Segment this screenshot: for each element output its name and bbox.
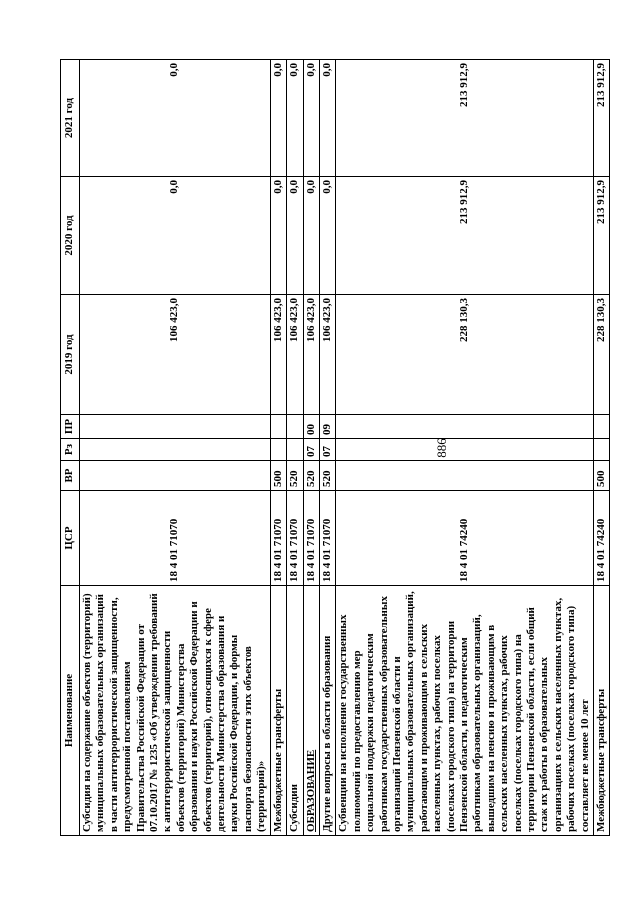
row-name: Межбюджетные трансферты <box>594 586 610 836</box>
row-2021: 0,0 <box>303 60 319 177</box>
row-name: Субсидия на содержание объектов (территорий) муниципальных образовательных организаций в части антитеррористической защищенности, предусмотренной постановлением Правительства Российской Федерации от 07.10.2017 № 1235 «Об утверждении требований к антитеррористической защищенности объектов (территорий) Министерства образования и науки Российской Федерации и объектов (территорий), относящихся к сфере деятельности Министерства образования и науки Российской Федерации, и формы паспорта безопасности этих объектов (территорий)» <box>80 586 271 836</box>
header-pr: ПР <box>61 415 80 439</box>
row-2020: 0,0 <box>319 177 335 295</box>
row-2020: 0,0 <box>80 177 271 295</box>
row-pr: 09 <box>319 415 335 439</box>
row-csr: 18 4 01 74240 <box>336 491 594 586</box>
row-rz: 07 <box>319 439 335 461</box>
row-pr <box>80 415 271 439</box>
table-row <box>80 60 271 836</box>
row-name: Субсидии <box>287 586 303 836</box>
table-header-row <box>61 60 80 836</box>
row-2021: 213 912,9 <box>594 60 610 177</box>
budget-table <box>60 59 610 836</box>
row-pr <box>336 415 594 439</box>
row-vr: 520 <box>287 461 303 491</box>
row-vr: 520 <box>319 461 335 491</box>
row-name: ОБРАЗОВАНИЕ <box>303 586 319 836</box>
row-name: Другие вопросы в области образования <box>319 586 335 836</box>
row-vr <box>336 461 594 491</box>
row-name: Субвенции на исполнение государственных полномочий по предоставлению мер социальной поддержки педагогическим работникам государственных образовательных организаций Пензенской области и муниципальных образовательных организаций, работающим и проживающим в сельских населенных пунктах, рабочих поселках (поселках городского типа) на территории Пензенской области, и педагогическим работникам образовательных организаций, вышедшим на пенсию и проживающим в сельских населенных пунктах, рабочих поселках (поселках городского типа) на территории Пензенской области, если общий стаж их работы в образовательных организациях в сельских населенных пунктах, рабочих поселках (поселках городского типа) составляет не менее 10 лет <box>336 586 594 836</box>
rotated-page-content <box>60 60 608 836</box>
row-2020: 213 912,9 <box>336 177 594 295</box>
page-number: 886 <box>433 438 449 458</box>
table-row <box>270 60 286 836</box>
header-rz: Рз <box>61 439 80 461</box>
row-2019: 106 423,0 <box>287 295 303 415</box>
row-pr <box>270 415 286 439</box>
row-rz <box>270 439 286 461</box>
table-row <box>287 60 303 836</box>
row-pr: 00 <box>303 415 319 439</box>
table-row <box>303 60 319 836</box>
row-pr <box>594 415 610 439</box>
row-2019: 106 423,0 <box>303 295 319 415</box>
row-csr: 18 4 01 71070 <box>270 491 286 586</box>
row-2020: 0,0 <box>287 177 303 295</box>
row-csr: 18 4 01 71070 <box>80 491 271 586</box>
row-2021: 0,0 <box>287 60 303 177</box>
row-2020: 0,0 <box>303 177 319 295</box>
header-2020: 2020 год <box>61 177 80 295</box>
row-rz <box>80 439 271 461</box>
row-2021: 0,0 <box>270 60 286 177</box>
row-vr: 500 <box>270 461 286 491</box>
header-2019: 2019 год <box>61 295 80 415</box>
row-csr: 18 4 01 71070 <box>319 491 335 586</box>
header-name: Наименование <box>61 586 80 836</box>
row-pr <box>287 415 303 439</box>
row-vr: 520 <box>303 461 319 491</box>
row-2021: 0,0 <box>80 60 271 177</box>
row-vr: 500 <box>594 461 610 491</box>
row-2019: 228 130,3 <box>594 295 610 415</box>
row-2019: 106 423,0 <box>319 295 335 415</box>
row-2021: 213 912,9 <box>336 60 594 177</box>
row-2019: 228 130,3 <box>336 295 594 415</box>
row-2019: 106 423,0 <box>80 295 271 415</box>
row-name: Межбюджетные трансферты <box>270 586 286 836</box>
header-csr: ЦСР <box>61 491 80 586</box>
row-vr <box>80 461 271 491</box>
table-row <box>594 60 610 836</box>
row-rz <box>287 439 303 461</box>
row-2021: 0,0 <box>319 60 335 177</box>
row-csr: 18 4 01 71070 <box>287 491 303 586</box>
row-2020: 0,0 <box>270 177 286 295</box>
header-2021: 2021 год <box>61 60 80 177</box>
row-csr: 18 4 01 71070 <box>303 491 319 586</box>
row-csr: 18 4 01 74240 <box>594 491 610 586</box>
row-rz <box>594 439 610 461</box>
table-row <box>336 60 594 836</box>
row-rz: 07 <box>303 439 319 461</box>
row-rz <box>336 439 594 461</box>
header-vr: ВР <box>61 461 80 491</box>
row-2019: 106 423,0 <box>270 295 286 415</box>
table-row <box>319 60 335 836</box>
row-2020: 213 912,9 <box>594 177 610 295</box>
